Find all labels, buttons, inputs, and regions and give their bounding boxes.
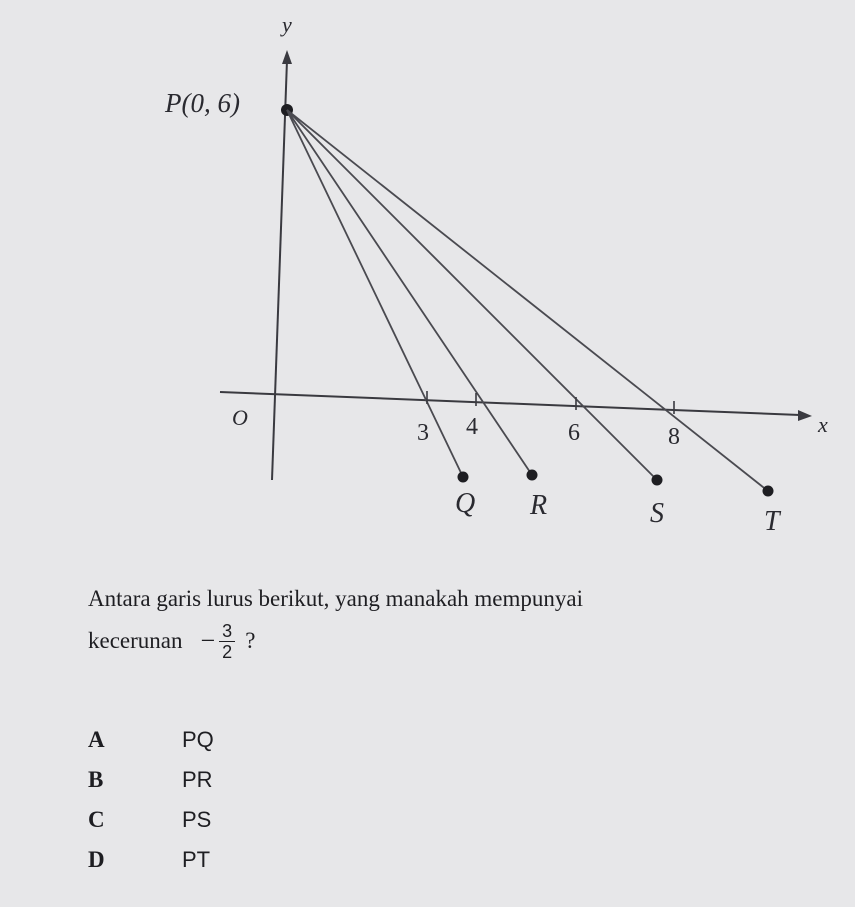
option-d[interactable] [88,840,214,880]
fraction-denominator: 2 [222,641,233,662]
option-a[interactable] [88,720,214,760]
point-s-label: S [650,498,664,529]
gradient-fraction [219,621,235,662]
option-c[interactable] [88,800,214,840]
option-letter: C [88,807,105,832]
option-letter: D [88,847,105,872]
y-axis [272,60,287,480]
question-line-1: Antara garis lurus berikut, yang manakah mempunyai [88,586,583,611]
x-axis-label: x [818,412,828,437]
option-text: PR [182,767,213,792]
point-r-label: R [530,490,548,521]
option-text: PQ [182,727,214,752]
tick-label-3: 3 [417,420,429,446]
x-axis-arrow [798,410,812,421]
point-r-dot [527,470,538,481]
tick-label-8: 8 [668,424,680,450]
line-pr [287,110,532,475]
tick-label-6: 6 [568,420,580,446]
point-q-dot [458,472,469,483]
question-mark: ? [245,628,256,653]
question-line-2 [88,620,828,662]
answer-options [88,720,214,880]
line-pq [287,110,463,477]
point-s-dot [652,475,663,486]
point-t-dot [763,486,774,497]
point-p-label: P(0, 6) [165,88,240,118]
question-line-2-prefix: kecerunan [88,628,183,653]
x-axis [220,392,800,415]
option-letter: A [88,727,105,752]
question-text [88,578,828,662]
point-t-label: T [764,506,780,537]
point-q-label: Q [455,488,476,519]
origin-label: O [232,405,248,430]
option-text: PT [182,847,211,872]
line-pt [287,110,768,491]
y-axis-label: y [282,12,292,37]
minus-sign: − [200,626,216,655]
option-b[interactable] [88,760,214,800]
y-axis-arrow [282,50,292,64]
tick-label-4: 4 [466,414,478,440]
fraction-numerator: 3 [219,621,235,642]
option-text: PS [182,807,212,832]
option-letter: B [88,767,104,792]
